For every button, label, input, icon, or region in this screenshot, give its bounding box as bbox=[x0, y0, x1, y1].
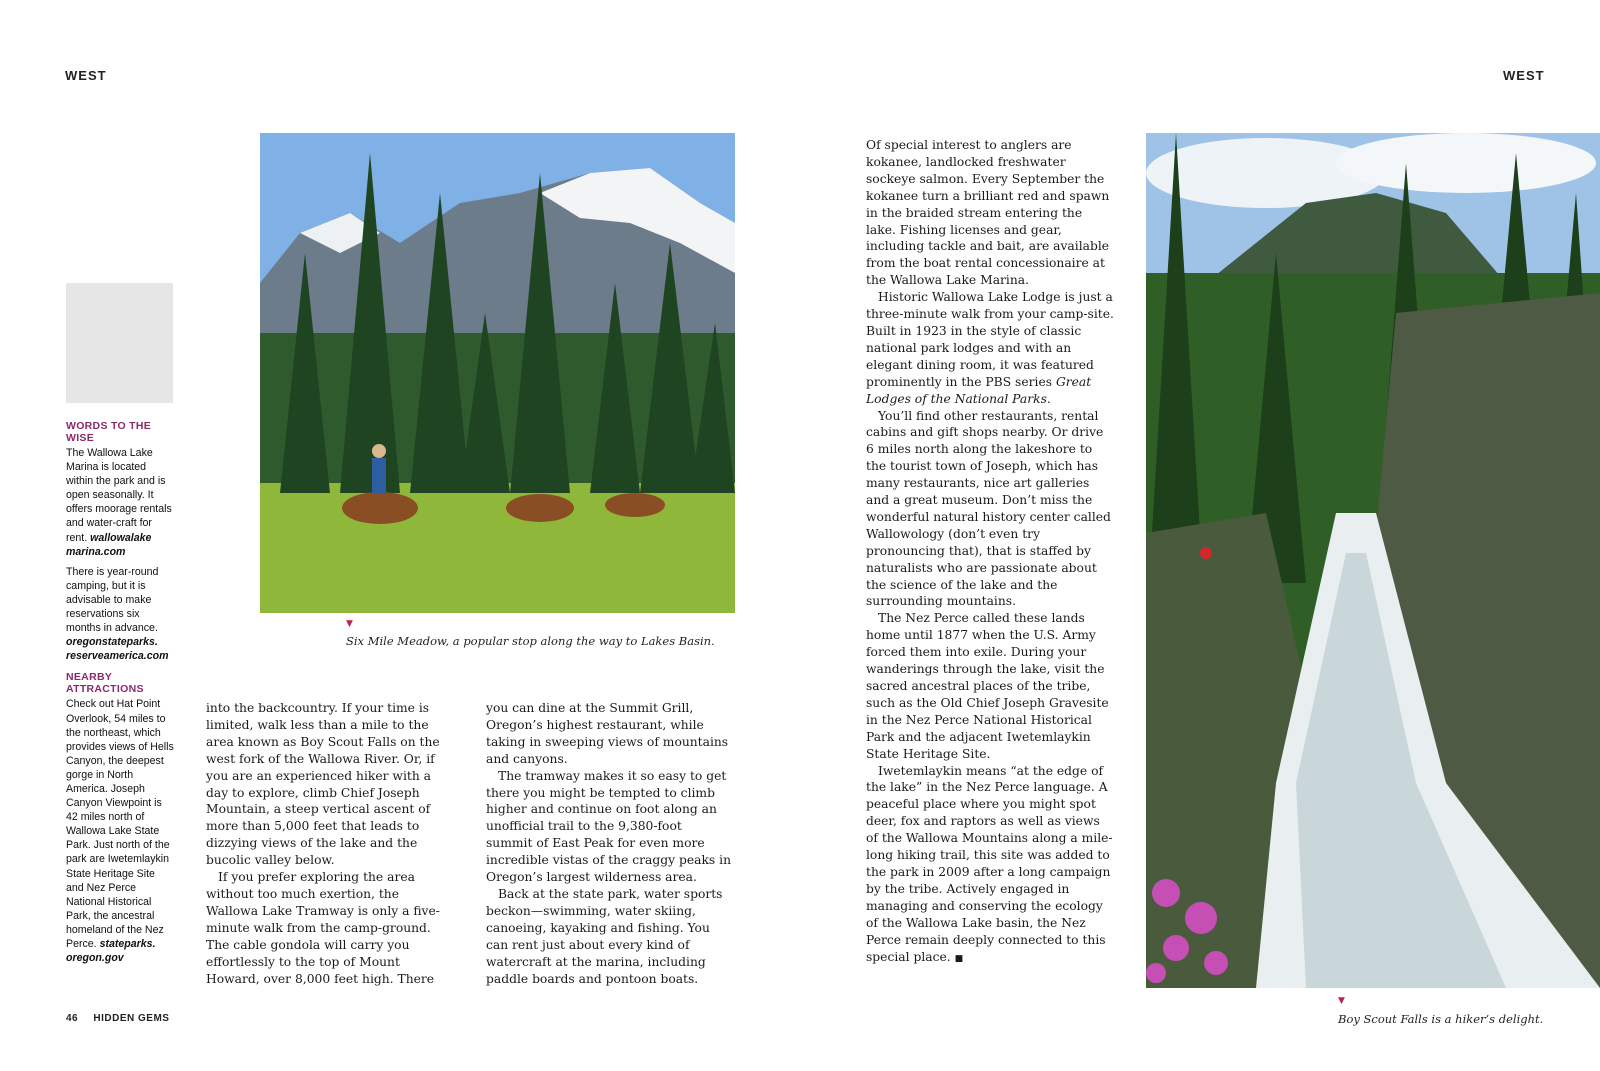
waterfall-photo bbox=[1146, 133, 1600, 988]
end-mark-icon: ■ bbox=[954, 953, 964, 964]
marina-link[interactable]: wallowalake marina.com bbox=[66, 531, 152, 558]
waterfall-photo-caption: Boy Scout Falls is a hiker’s delight. bbox=[1338, 1012, 1544, 1026]
col3-paragraph-1: Of special interest to anglers are kokanee, landlocked freshwater sockeye salmon. Every September the kokanee turn a brilliant red and spawn in the braided stream entering the lake. Fishing licenses and gear, including tackle and bait, are available from the boat rental concessionaire at the Wallowa Lake Marina. bbox=[866, 138, 1110, 288]
section-label-right: WEST bbox=[1503, 68, 1545, 83]
caption-marker-1: ▼ bbox=[346, 619, 353, 629]
reservations-link[interactable]: oregonstateparks. reserveamerica.com bbox=[66, 636, 169, 663]
col2-paragraph-3: Back at the state park, water sports beckon—swimming, water skiing, canoeing, kayaking and fishing. You can rent just about every kind of watercraft at the marina, including paddle boards and pontoon boats. bbox=[486, 886, 723, 986]
section-label-left: WEST bbox=[65, 68, 107, 83]
words-paragraph-1: The Wallowa Lake Marina is located within the park and is open seasonally. It offers moorage rentals and water-craft for rent. wallowalake marina.com bbox=[66, 447, 172, 558]
publication-name: HIDDEN GEMS bbox=[93, 1013, 170, 1024]
footer bbox=[66, 1013, 169, 1024]
lodge-series-title: Great Lodges of the National Parks bbox=[866, 374, 1092, 406]
sidebar-image-placeholder bbox=[66, 283, 173, 403]
meadow-photo-caption: Six Mile Meadow, a popular stop along the way to Lakes Basin. bbox=[346, 634, 715, 648]
col1-paragraph-1: into the backcountry. If your time is limited, walk less than a mile to the area known as Boy Scout Falls on the west fork of the Wallowa River. Or, if you are an experienced hiker with a day to explore, climb Chief Joseph Mountain, a steep vertical ascent of more than 5,000 feet that leads to dizzying views of the lake and the bucolic valley below. bbox=[206, 701, 440, 868]
sidebar bbox=[66, 420, 174, 965]
body-column-3 bbox=[866, 137, 1114, 967]
col3-paragraph-3: You’ll find other restaurants, rental cabins and gift shops nearby. Or drive 6 miles north along the lakeshore to the tourist town of Joseph, which has many restaurants, nice art galleries and a great museum. Don’t miss the wonderful natural history center called Wallowology (don’t even try pronouncing that), that is staffed by naturalists who are passionate about the science of the lake and the surrounding mountains. bbox=[866, 408, 1111, 609]
col3-paragraph-2: Historic Wallowa Lake Lodge is just a three-minute walk from your camp-site. Built in 1923 in the style of classic national park lodges and with an elegant dining room, it was featured prominently in the PBS series Great Lodges of the National Parks. bbox=[866, 290, 1114, 406]
meadow-photo bbox=[260, 133, 735, 613]
col3-paragraph-4: The Nez Perce called these lands home until 1877 when the U.S. Army forced them into exile. During your wanderings through the lake, visit the sacred ancestral places of the tribe, such as the Old Chief Joseph Gravesite in the Nez Perce National Historical Park and the adjacent Iwetemlaykin State Heritage Site. bbox=[866, 611, 1109, 761]
body-column-1 bbox=[206, 700, 444, 987]
col3-paragraph-5: Iwetemlaykin means “at the edge of the lake” in the Nez Perce language. A peaceful place where you might spot deer, fox and raptors as well as views of the Wallowa Mountains along a mile-long hiking trail, this site was added to the park in 2009 after a long campaign by the tribe. Actively engaged in managing and conserving the ecology of the Wallowa Lake basin, the Nez Perce remain deeply connected to this special place. ■ bbox=[866, 763, 1113, 964]
col1-paragraph-2: If you prefer exploring the area without too much exertion, the Wallowa Lake Tramway is only a five-minute walk from the camp-ground. The cable gondola will carry you effortlessly to the top of Mount Howard, over 8,000 feet high. There bbox=[206, 870, 440, 986]
nearby-paragraph: Check out Hat Point Overlook, 54 miles to the northeast, which provides views of Hells Canyon, the deepest gorge in North America. Joseph Canyon Viewpoint is 42 miles north of Wallowa Lake State Park. Just north of the park are Iwetemlaykin State Heritage Site and Nez Perce National Historical Park, the ancestral homeland of the Nez Perce. stateparks. oregon.gov bbox=[66, 698, 174, 965]
col2-paragraph-1: you can dine at the Summit Grill, Oregon’s highest restaurant, while taking in sweeping views of mountains and canyons. bbox=[486, 701, 729, 766]
body-column-2 bbox=[486, 700, 731, 987]
page-number: 46 bbox=[66, 1013, 79, 1024]
col2-paragraph-2: The tramway makes it so easy to get there you might be tempted to climb higher and continue on foot along an unofficial trail to the 9,380-foot summit of East Peak for even more incredible vistas of the craggy peaks in Oregon’s largest wilderness area. bbox=[486, 768, 731, 885]
words-to-the-wise-heading: WORDS TO THE WISE bbox=[66, 420, 152, 444]
nearby-attractions-heading: NEARBY ATTRACTIONS bbox=[66, 671, 144, 696]
caption-marker-2: ▼ bbox=[1338, 996, 1345, 1006]
stateparks-link[interactable]: stateparks. oregon.gov bbox=[66, 938, 156, 965]
words-paragraph-2: There is year-round camping, but it is advisable to make reservations six months in advance. oregonstateparks. reserveamerica.com bbox=[66, 565, 169, 663]
